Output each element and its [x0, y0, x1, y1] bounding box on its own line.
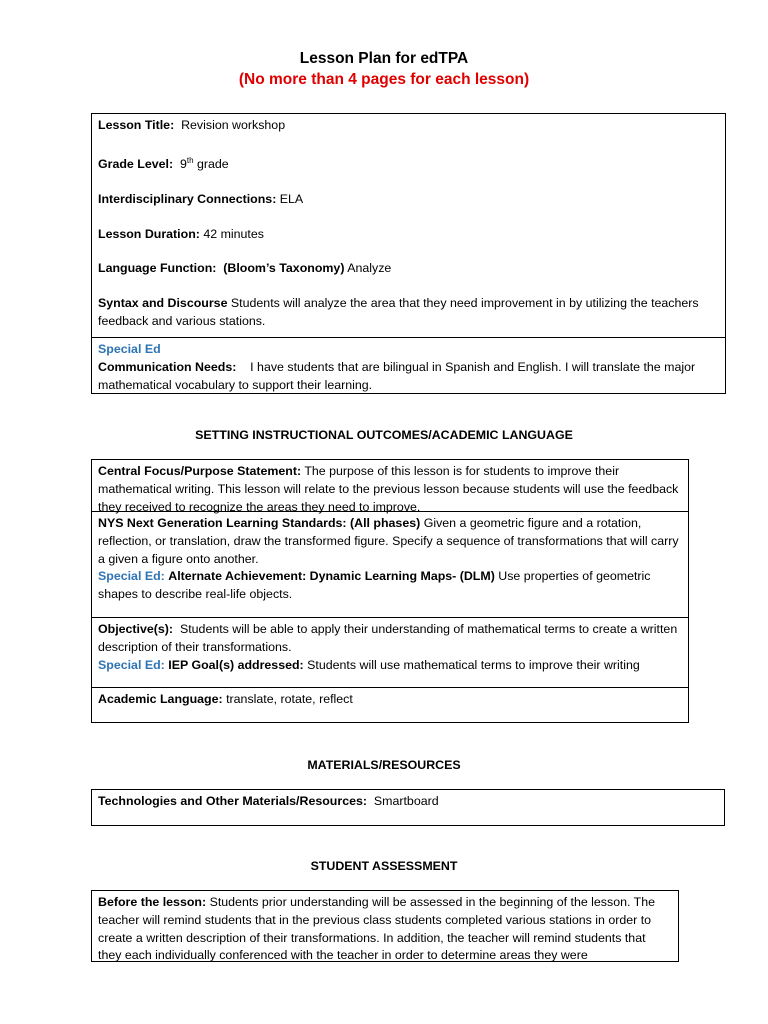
alternate-achievement-text	[98, 568, 682, 604]
before-lesson-label: Before the lesson:	[98, 895, 207, 909]
lesson-info-box	[91, 113, 726, 338]
syntax-discourse-label: Syntax and Discourse	[98, 296, 228, 311]
section-heading-materials: MATERIALS/RESOURCES	[307, 758, 461, 772]
interdisciplinary-label: Interdisciplinary Connections:	[98, 191, 277, 206]
language-function-row	[98, 260, 719, 278]
standards-label: NYS Next Generation Learning Standards: (All phases)	[98, 516, 421, 530]
central-focus-text	[98, 463, 682, 516]
materials-text	[98, 793, 718, 811]
special-ed-heading: Special Ed	[98, 342, 161, 356]
duration-row	[98, 226, 719, 244]
academic-language-text	[98, 691, 682, 709]
interdisciplinary-value: ELA	[279, 191, 304, 206]
syntax-discourse-value: Students will analyze the area that they need improvement in by utilizing the teachers feedback and various stations.	[98, 296, 699, 328]
document-title: Lesson Plan for edTPA	[299, 50, 469, 67]
special-ed-communication-box	[91, 337, 726, 394]
before-lesson-value: Students prior understanding will be assessed in the beginning of the lesson. The teacher will remind students that in the previous class students completed various stations in order to create a written description of their transformations. In addition, the teacher will remind students that they each individually conferenced with the teacher in order to determine areas they were	[98, 895, 655, 963]
iep-goal-label: IEP Goal(s) addressed:	[168, 657, 304, 672]
before-lesson-text	[98, 894, 668, 965]
objectives-text	[98, 621, 682, 657]
materials-value: Smartboard	[373, 794, 439, 808]
section-heading-outcomes: SETTING INSTRUCTIONAL OUTCOMES/ACADEMIC LANGUAGE	[195, 428, 573, 442]
interdisciplinary-row	[98, 191, 719, 209]
grade-level-row	[98, 152, 719, 174]
iep-goal-text	[98, 657, 682, 675]
standards-value: Given a geometric figure and a rotation, reflection, or translation, draw the transformed figure. Specify a sequence of transformations that will carry a given a figure onto another.	[98, 516, 679, 566]
special-ed-label-standards: Special Ed:	[98, 569, 165, 584]
academic-language-label: Academic Language:	[98, 692, 223, 706]
materials-label: Technologies and Other Materials/Resources:	[98, 794, 367, 808]
grade-level-label: Grade Level:	[98, 156, 174, 171]
grade-level-number: 9	[179, 156, 187, 171]
lesson-title-label: Lesson Title:	[98, 118, 175, 132]
grade-level-word: grade	[197, 156, 229, 171]
academic-language-box	[91, 687, 689, 723]
blooms-taxonomy-label: (Bloom’s Taxonomy)	[223, 261, 345, 276]
communication-needs-row	[98, 359, 719, 395]
communication-needs-value: I have students that are bilingual in Spanish and English. I will translate the major mathematical vocabulary to support their learning.	[98, 359, 696, 392]
duration-label: Lesson Duration:	[98, 226, 200, 241]
central-focus-value: The purpose of this lesson is for students to improve their mathematical writing. This lesson will relate to the previous lesson because students will use the feedback they received to recognize the areas they need to improve.	[98, 464, 679, 514]
document-subtitle: (No more than 4 pages for each lesson)	[238, 71, 530, 88]
assessment-box	[91, 890, 679, 962]
alternate-achievement-value: Use properties of geometric shapes to describe real-life objects.	[98, 569, 651, 602]
academic-language-value: translate, rotate, reflect	[226, 692, 353, 706]
central-focus-label: Central Focus/Purpose Statement:	[98, 464, 302, 478]
objectives-value: Students will be able to apply their understanding of mathematical terms to create a written description of their transformations.	[98, 622, 678, 654]
central-focus-box	[91, 459, 689, 512]
communication-needs-label: Communication Needs:	[98, 359, 237, 374]
alternate-achievement-label: Alternate Achievement: Dynamic Learning Maps- (DLM)	[168, 569, 495, 584]
objectives-box	[91, 617, 689, 688]
iep-goal-value: Students will use mathematical terms to improve their writing	[307, 657, 640, 672]
duration-value: 42 minutes	[203, 226, 264, 241]
language-function-value: Analyze	[347, 261, 392, 276]
grade-level-suffix: th	[186, 155, 194, 165]
language-function-label: Language Function:	[98, 261, 217, 276]
section-heading-assessment: STUDENT ASSESSMENT	[310, 859, 458, 873]
lesson-title-value: Revision workshop	[181, 118, 286, 132]
syntax-discourse-row	[98, 295, 719, 331]
objectives-label: Objective(s):	[98, 622, 174, 636]
standards-text	[98, 515, 682, 568]
materials-box	[91, 789, 725, 826]
standards-box	[91, 511, 689, 618]
special-ed-label-objectives: Special Ed:	[98, 657, 165, 672]
lesson-title-row	[98, 117, 719, 135]
